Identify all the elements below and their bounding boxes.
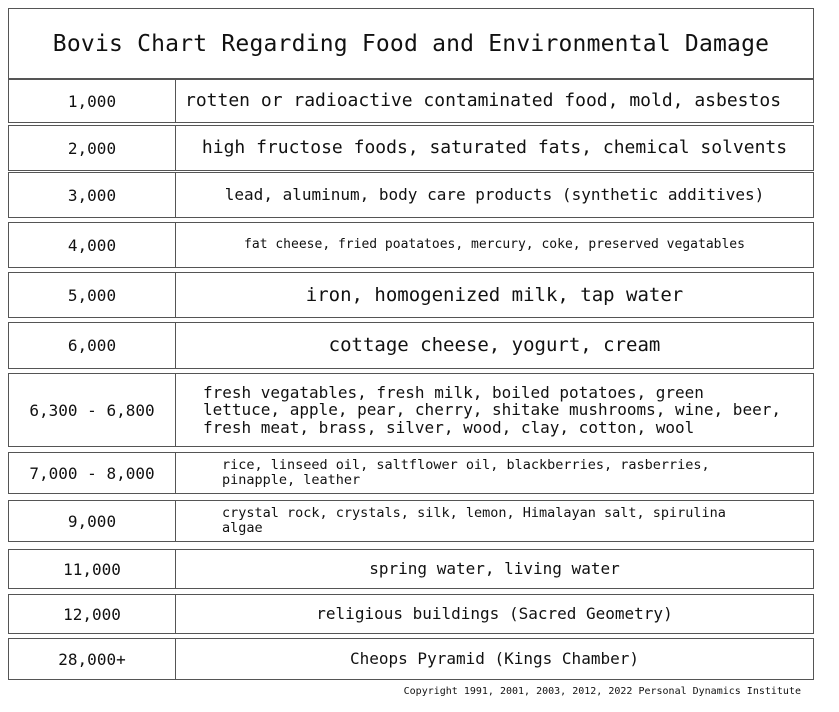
description-text: high fructose foods, saturated fats, chemical solvents [201, 137, 788, 159]
description-cell [175, 452, 814, 494]
table-row [8, 373, 814, 447]
description-cell [175, 222, 814, 268]
description-text: iron, homogenized milk, tap water [305, 283, 684, 306]
description-text: rotten or radioactive contaminated food, mold, asbestos [185, 90, 782, 112]
description-text: fresh vegatables, fresh milk, boiled potatoes, green lettuce, apple, pear, cherry, shitake mushrooms, wine, beer, fresh meat, brass, silver, wood, clay, cotton, wool [203, 383, 781, 437]
bovis-value-cell: 6,000 [8, 322, 176, 369]
bovis-value-cell: 2,000 [8, 125, 176, 171]
description-text: spring water, living water [369, 559, 620, 579]
description-cell [175, 594, 814, 634]
description-cell [175, 272, 814, 318]
description-cell [175, 125, 814, 171]
table-row [8, 322, 814, 369]
description-cell [175, 373, 814, 447]
bovis-value-cell: 4,000 [8, 222, 176, 268]
description-text: fat cheese, fried poatatoes, mercury, coke, preserved vegatables [244, 236, 745, 252]
description-cell [175, 638, 814, 680]
description-text: crystal rock, crystals, silk, lemon, Himalayan salt, spirulina algae [222, 505, 726, 536]
description-cell [175, 322, 814, 369]
bovis-value-cell: 3,000 [8, 172, 176, 218]
description-text: Cheops Pyramid (Kings Chamber) [350, 649, 639, 669]
chart-title-text: Bovis Chart Regarding Food and Environmental Damage [52, 30, 770, 57]
bovis-value-cell: 28,000+ [8, 638, 176, 680]
table-row [8, 172, 814, 218]
table-row [8, 638, 814, 680]
bovis-value-cell: 1,000 [8, 79, 176, 123]
table-row [8, 272, 814, 318]
description-text: cottage cheese, yogurt, cream [328, 334, 661, 357]
table-row [8, 222, 814, 268]
bovis-value-cell: 12,000 [8, 594, 176, 634]
description-text: religious buildings (Sacred Geometry) [316, 604, 673, 624]
table-row [8, 549, 814, 589]
bovis-value-cell: 7,000 - 8,000 [8, 452, 176, 494]
bovis-value-cell: 6,300 - 6,800 [8, 373, 176, 447]
copyright-footer: Copyright 1991, 2001, 2003, 2012, 2022 Personal Dynamics Institute [403, 686, 801, 697]
description-text: lead, aluminum, body care products (synthetic additives) [224, 185, 765, 205]
table-row [8, 452, 814, 494]
table-row [8, 500, 814, 542]
description-cell [175, 79, 814, 123]
chart-title [8, 8, 814, 79]
description-cell [175, 549, 814, 589]
description-cell [175, 172, 814, 218]
bovis-value-cell: 5,000 [8, 272, 176, 318]
table-row [8, 79, 814, 123]
table-row [8, 594, 814, 634]
bovis-value-cell: 11,000 [8, 549, 176, 589]
table-row [8, 125, 814, 171]
description-text: rice, linseed oil, saltflower oil, blackberries, rasberries, pinapple, leather [222, 457, 710, 488]
bovis-value-cell: 9,000 [8, 500, 176, 542]
description-cell [175, 500, 814, 542]
